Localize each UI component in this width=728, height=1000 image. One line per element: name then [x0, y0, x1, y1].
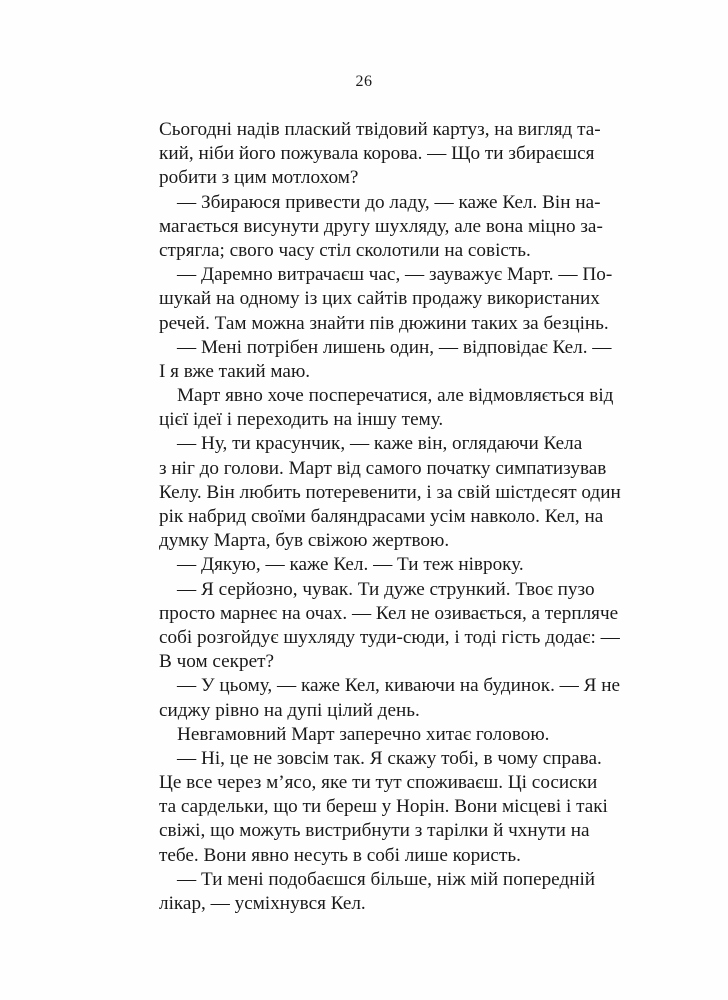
text-line: та сардельки, що ти береш у Норін. Вони місцеві і такі	[159, 796, 608, 818]
text-line: Це все через м’ясо, яке ти тут споживаєш. Ці сосиски	[159, 772, 598, 794]
text-line: робити з цим мотлохом?	[159, 167, 359, 189]
text-line: магається висунути другу шухляду, але вона міцно за-	[159, 215, 603, 237]
text-line: речей. Там можна знайти пів дюжини таких за безцінь.	[159, 312, 609, 334]
text-line: Сьогодні надів плаский твідовий картуз, на вигляд та-	[159, 119, 601, 140]
text-line: — Даремно витрачаєш час, — зауважує Март. — По-	[177, 264, 613, 286]
text-line: В чом секрет?	[159, 651, 275, 673]
body-text	[159, 118, 621, 916]
text-line: кий, ніби його пожувала корова. — Що ти збираєшся	[159, 143, 595, 165]
text-line: — Ти мені подобаєшся більше, ніж мій попередній	[177, 868, 596, 890]
text-line: — Дякую, — каже Кел. — Ти теж нівроку.	[177, 554, 524, 576]
text-line: — Ні, це не зовсім так. Я скажу тобі, в чому справа.	[177, 747, 602, 769]
text-line: — Я серйозно, чувак. Ти дуже стрункий. Твоє пузо	[177, 578, 595, 600]
text-line: — Ну, ти красунчик, — каже він, оглядаючи Кела	[177, 433, 583, 455]
text-line: сиджу рівно на дупі цілий день.	[159, 699, 420, 721]
text-line: думку Марта, був свіжою жертвою.	[159, 530, 450, 552]
text-line: свіжі, що можуть вистрибнути з тарілки й чхнути на	[159, 820, 590, 842]
page-number: 26	[355, 73, 373, 90]
text-line: Март явно хоче посперечатися, але відмовляється від	[177, 385, 614, 407]
text-line: І я вже такий маю.	[159, 360, 311, 382]
text-line: — Збираюся привести до ладу, — каже Кел. Він на-	[177, 191, 601, 213]
text-line: — У цьому, — каже Кел, киваючи на будинок. — Я не	[177, 675, 621, 697]
text-line: стрягла; свого часу стіл сколотили на совість.	[159, 239, 531, 261]
text-line: тебе. Вони явно несуть в собі лише користь.	[159, 844, 521, 866]
text-line: просто марнеє на очах. — Кел не озивається, а терпляче	[159, 602, 619, 624]
text-line: лікар, — усміхнувся Кел.	[159, 893, 366, 914]
text-line: шукай на одному із цих сайтів продажу використаних	[159, 288, 600, 310]
text-line: — Мені потрібен лишень один, — відповідає Кел. —	[177, 336, 612, 358]
text-line: Невгамовний Март заперечно хитає головою.	[177, 723, 550, 745]
text-line: Келу. Він любить потеревенити, і за свій шістдесят один	[159, 481, 621, 503]
text-line: рік набрид своїми баляндрасами усім навколо. Кел, на	[159, 506, 604, 527]
text-line: цієї ідеї і переходить на іншу тему.	[159, 409, 444, 431]
text-line: з ніг до голови. Март від самого початку симпатизував	[159, 457, 607, 479]
text-line: собі розгойдує шухляду туди-сюди, і тоді гість додає: —	[159, 626, 620, 648]
